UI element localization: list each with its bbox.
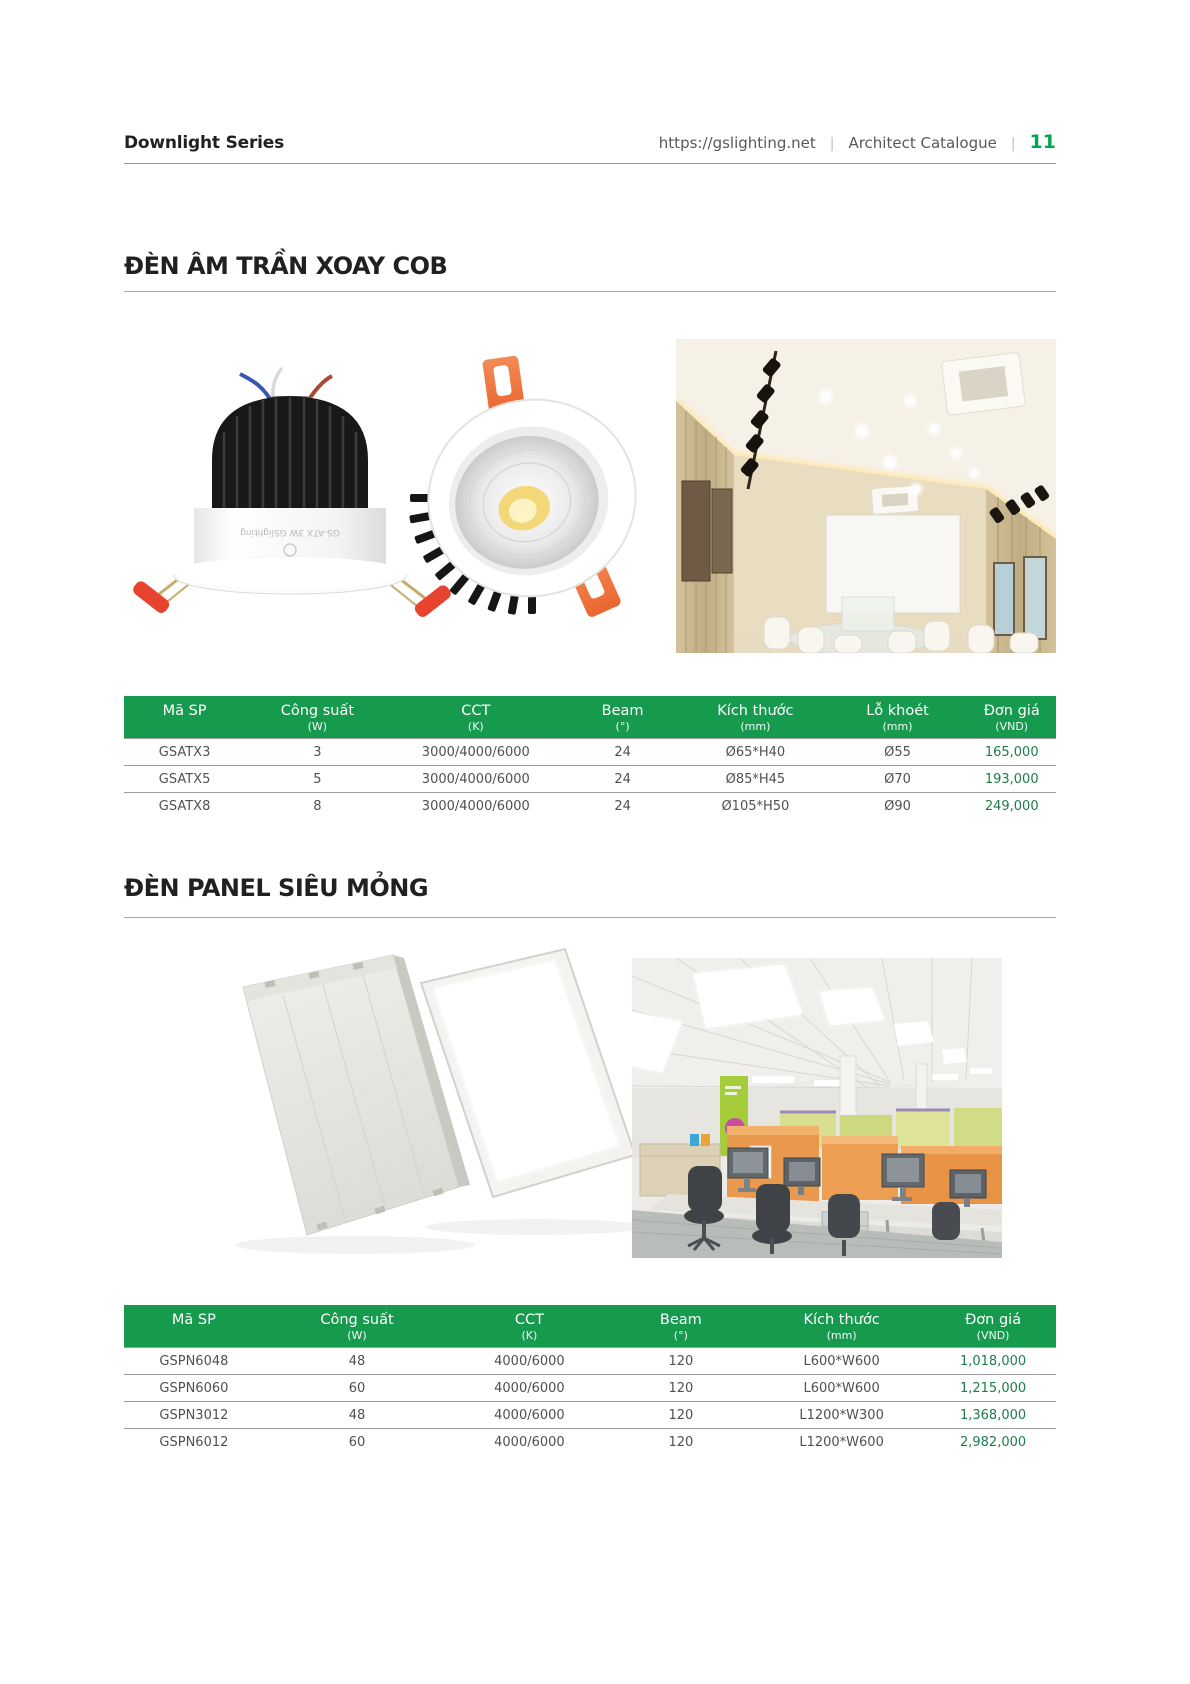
spec-header-row	[124, 696, 1056, 739]
spec-cell: Ø55	[828, 739, 968, 766]
spec-cell: GSATX3	[124, 739, 245, 766]
spec-header-row	[124, 1305, 1056, 1348]
divider: |	[829, 136, 835, 152]
spec-cell: 24	[562, 739, 683, 766]
spec-cell: L600*W600	[753, 1348, 930, 1375]
column-header: Kích thước (mm)	[683, 696, 827, 739]
spec-cell: L600*W600	[753, 1375, 930, 1402]
spec-cell: 3000/4000/6000	[390, 766, 562, 793]
spec-cell: GSPN3012	[124, 1402, 264, 1429]
column-header: Mã SP	[124, 696, 245, 739]
spec-cell: Ø105*H50	[721, 799, 790, 814]
spec-cell: 120	[668, 1435, 694, 1450]
spec-row	[124, 1429, 1056, 1456]
section1-title: ĐÈN ÂM TRẦN XOAY COB	[124, 252, 448, 280]
spec-table-panel-light	[124, 1305, 1056, 1455]
spec-row	[124, 1375, 1056, 1402]
spec-cell: 3000/4000/6000	[421, 799, 530, 814]
spec-cell: 165,000	[967, 739, 1056, 766]
spec-cell: 120	[609, 1348, 753, 1375]
series-title: Downlight Series	[124, 133, 285, 153]
spec-cell: Ø85*H45	[683, 766, 827, 793]
page-number: 11	[1029, 131, 1056, 153]
column-header: Beam (°)	[562, 696, 683, 739]
spec-cell: 1,215,000	[930, 1375, 1056, 1402]
spec-cell: 120	[609, 1402, 753, 1429]
showroom-application-photo	[676, 339, 1056, 653]
spec-row	[124, 766, 1056, 793]
spec-cell: 60	[264, 1375, 450, 1402]
cob-downlight-product-image	[124, 340, 654, 640]
column-header: Beam (°)	[609, 1305, 753, 1348]
spec-cell: 60	[348, 1435, 366, 1450]
spec-cell: 48	[264, 1402, 450, 1429]
spec-cell: 249,000	[984, 799, 1039, 814]
cob-downlight-rear-view	[131, 368, 453, 619]
spec-cell: L1200*W300	[753, 1402, 930, 1429]
column-header: Công suất (W)	[264, 1305, 450, 1348]
spec-cell: GSPN6060	[124, 1375, 264, 1402]
page-header	[124, 131, 1056, 153]
header-meta	[659, 131, 1056, 153]
spec-row	[124, 739, 1056, 766]
svg-text:GS-ATX 3W GSlighting: GS-ATX 3W GSlighting	[240, 527, 340, 537]
spec-cell: 2,982,000	[959, 1435, 1027, 1450]
divider: |	[1010, 136, 1016, 152]
spec-cell: 5	[245, 766, 389, 793]
spec-cell: Ø70	[828, 766, 968, 793]
spec-cell: 3	[245, 739, 389, 766]
cob-downlight-tilt-view	[376, 340, 654, 640]
spec-cell: 193,000	[967, 766, 1056, 793]
spec-cell: Ø90	[884, 799, 911, 814]
section2-rule	[124, 917, 1056, 918]
catalogue-label: Architect Catalogue	[848, 134, 997, 152]
spec-cell: 8	[313, 799, 322, 814]
column-header: CCT (K)	[450, 1305, 608, 1348]
column-header: Đơn giá (VND)	[930, 1305, 1056, 1348]
spec-cell: GSATX8	[158, 799, 211, 814]
section2-title: ĐÈN PANEL SIÊU MỎNG	[124, 874, 429, 902]
spec-cell: 1,368,000	[930, 1402, 1056, 1429]
website-link[interactable]: https://gslighting.net	[658, 134, 816, 152]
office-application-photo	[632, 958, 1002, 1258]
spec-cell: 1,018,000	[930, 1348, 1056, 1375]
spec-cell: 4000/6000	[450, 1375, 608, 1402]
column-header: CCT (K)	[390, 696, 562, 739]
column-header: Đơn giá (VND)	[967, 696, 1056, 739]
spec-table-cob-downlight	[124, 696, 1056, 819]
spec-cell: GSATX5	[124, 766, 245, 793]
column-header: Mã SP	[124, 1305, 264, 1348]
column-header: Công suất (W)	[245, 696, 389, 739]
spec-cell: 4000/6000	[450, 1402, 608, 1429]
spec-row	[124, 1348, 1056, 1375]
spec-cell: 24	[562, 766, 683, 793]
column-header: Lỗ khoét (mm)	[828, 696, 968, 739]
spec-cell: GSPN6048	[124, 1348, 264, 1375]
spec-cell: Ø65*H40	[683, 739, 827, 766]
section1-rule	[124, 291, 1056, 292]
spec-cell: 4000/6000	[494, 1435, 565, 1450]
spec-cell: 24	[614, 799, 631, 814]
spec-cell: 48	[264, 1348, 450, 1375]
panel-light-product-image	[205, 935, 650, 1260]
spec-cell: 3000/4000/6000	[390, 739, 562, 766]
header-rule	[124, 163, 1056, 164]
spec-cell: 120	[609, 1375, 753, 1402]
spec-row	[124, 1402, 1056, 1429]
spec-cell: GSPN6012	[159, 1435, 229, 1450]
spec-row	[124, 793, 1056, 820]
spec-cell: 4000/6000	[450, 1348, 608, 1375]
spec-cell: L1200*W600	[799, 1435, 884, 1450]
column-header: Kích thước (mm)	[753, 1305, 930, 1348]
